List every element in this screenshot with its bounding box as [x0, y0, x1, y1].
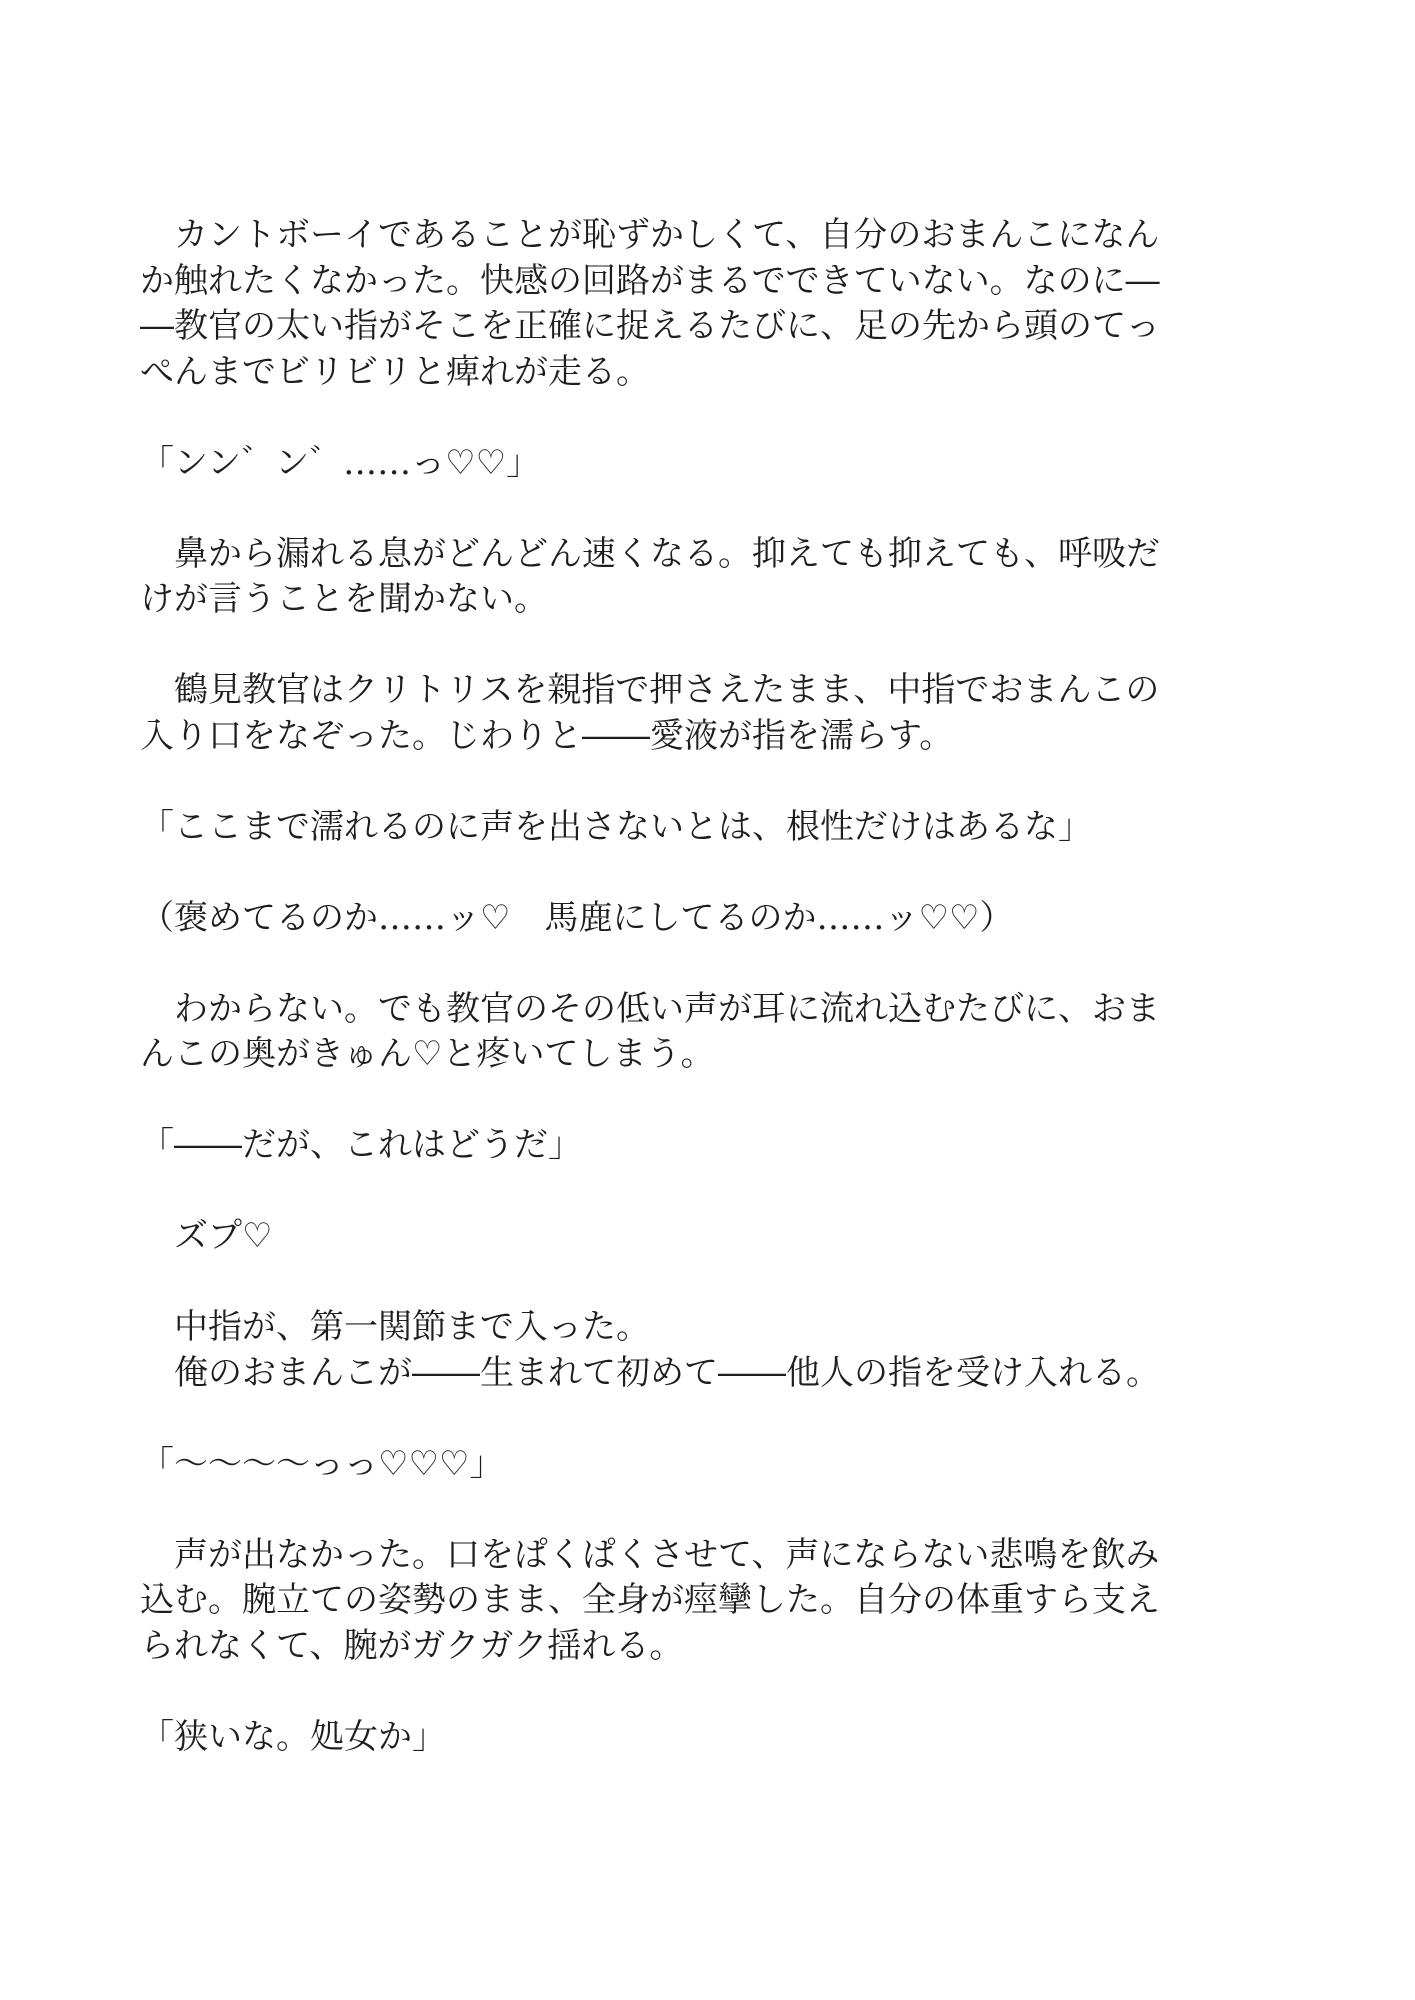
- text-line: 「――だが、これはどうだ」: [140, 1125, 582, 1165]
- text-line: 声が出なかった。口をぱくぱくさせて、声にならない悲鳴を飲み: [140, 1534, 1160, 1575]
- dialogue-line-5: [140, 1715, 1280, 1761]
- text-line: けが言うことを聞かない。: [140, 579, 548, 619]
- dialogue-line-4: [140, 1442, 1280, 1488]
- narration-paragraph-1: [140, 213, 1280, 395]
- text-line: んこの奥がきゅん♡と疼いてしまう。: [140, 1034, 715, 1074]
- text-line: わからない。でも教官のその低い声が耳に流れ込むたびに、おま: [140, 988, 1160, 1029]
- text-line: カントボーイであることが恥ずかしくて、自分のおまんこになん: [140, 215, 1160, 255]
- text-line: 鼻から漏れる息がどんどん速くなる。抑えても抑えても、呼吸だ: [140, 533, 1160, 574]
- text-line: られなくて、腕がガクガク揺れる。: [140, 1625, 684, 1666]
- text-line: 鶴見教官はクリトリスを親指で押さえたまま、中指でおまんこの: [140, 670, 1160, 710]
- narration-paragraph-5: [140, 1305, 1280, 1396]
- text-line: ズプ♡: [140, 1216, 273, 1256]
- inner-thought-line: [140, 896, 1280, 942]
- text-line: 入り口をなぞった。じわりと――愛液が指を濡らす。: [140, 715, 954, 756]
- text-line: 俺のおまんこが――生まれて初めて――他人の指を受け入れる。: [140, 1352, 1160, 1393]
- text-line: 「～～～～っっ♡♡♡」: [140, 1443, 504, 1484]
- text-line: 「ここまで濡れるのに声を出さないとは、根性だけはあるな」: [140, 806, 1092, 847]
- text-line: 「ンン゛ン゛……っ♡♡」: [140, 442, 541, 483]
- text-line: ―教官の太い指がそこを正確に捉えるたびに、足の先から頭のてっ: [140, 306, 1160, 346]
- sfx-line: [140, 1214, 1280, 1260]
- narration-paragraph-4: [140, 987, 1280, 1078]
- dialogue-line-1: [140, 441, 1280, 487]
- narration-paragraph-6: [140, 1533, 1280, 1670]
- text-line: ぺんまでビリビリと痺れが走る。: [140, 351, 650, 392]
- text-line: か触れたくなかった。快感の回路がまるでできていない。なのに―: [140, 260, 1160, 301]
- dialogue-line-2: [140, 805, 1280, 851]
- dialogue-line-3: [140, 1123, 1280, 1169]
- narration-paragraph-3: [140, 668, 1280, 759]
- text-line: 込む。腕立ての姿勢のまま、全身が痙攣した。自分の体重すら支え: [140, 1580, 1160, 1620]
- narration-paragraph-2: [140, 532, 1280, 623]
- document-text-column: [140, 213, 1280, 1760]
- text-line: （褒めてるのか……ッ♡ 馬鹿にしてるのか……ッ♡♡）: [140, 897, 1014, 938]
- text-line: 中指が、第一関節まで入った。: [140, 1307, 650, 1347]
- text-line: 「狭いな。処女か」: [140, 1716, 446, 1757]
